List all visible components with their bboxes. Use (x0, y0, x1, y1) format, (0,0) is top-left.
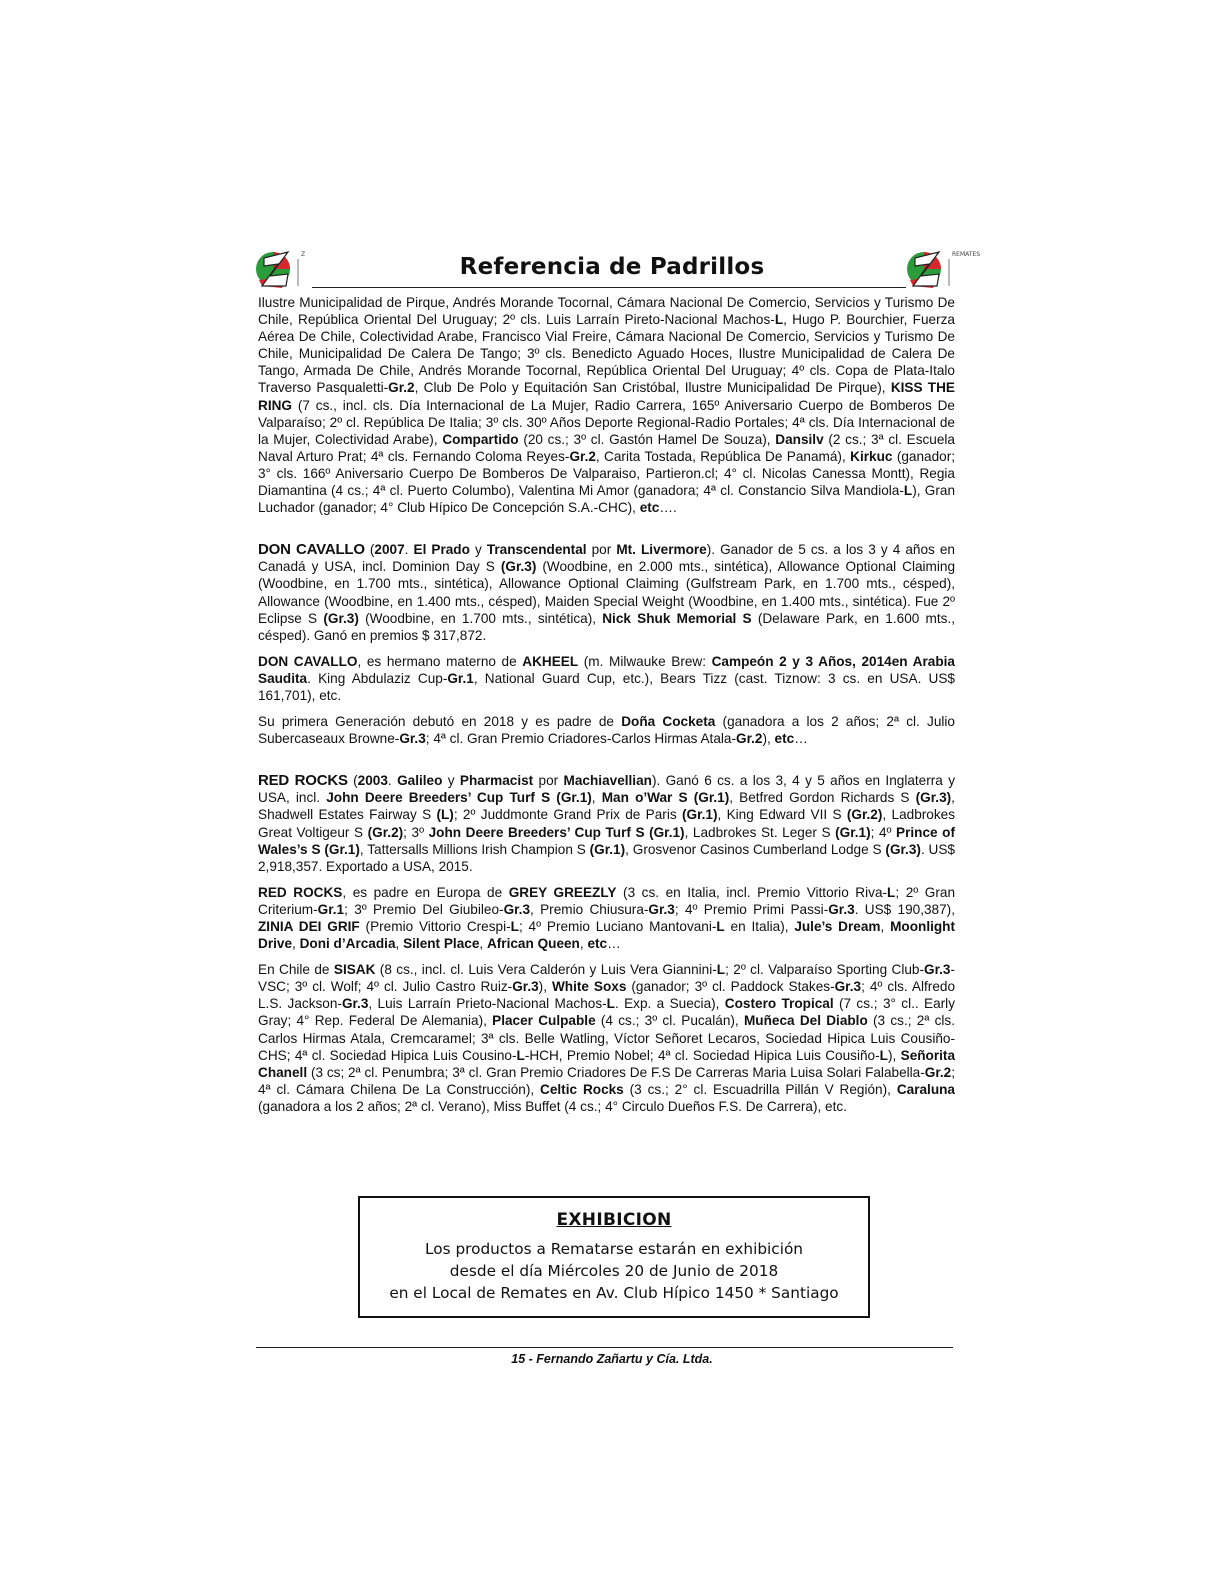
logo-right-text: REMATES (952, 251, 981, 258)
bold-text: Doña Cocketa (621, 714, 716, 730)
bold-text: etc (774, 731, 795, 747)
text-run: , Shadwell Estates Fairway S (258, 790, 955, 823)
bold-text: Gr.3 (648, 901, 675, 917)
text-run: (20 cs.; 3º cl. Gastón Hamel De Souza), (518, 431, 776, 447)
bold-text: Gr.2 (924, 1064, 952, 1080)
text-run: ; 3º Premio Del Giubileo- (344, 901, 504, 917)
text-run: en Italia), (724, 919, 795, 934)
text-run: , es hermano materno de (357, 653, 523, 669)
text-run: , National Guard Cup, etc.), Bears Tizz (cast. Tiznow: 3 cs. en USA. US$ 161,701), etc. (258, 670, 955, 703)
bold-text: Gr.2 (736, 731, 763, 747)
bold-text: 2003 (357, 773, 388, 789)
bold-text: Pharmacist (459, 773, 534, 789)
text-run: ( (364, 542, 375, 558)
text-run: , (292, 936, 300, 952)
bold-text: Prince of Wales’s S (Gr.1) (258, 824, 955, 857)
text-run: , Ladbrokes Great Voltigeur S (258, 807, 955, 840)
bold-text: Gr.3 (924, 962, 951, 978)
text-run: , Ladbrokes St. Leger S (684, 824, 836, 840)
text-run: ), Gran Luchador (ganador; 4° Club Hípico De Concepción S.A.-CHC), (258, 483, 956, 516)
bold-text: L (716, 962, 726, 978)
text-run: (3 cs.; 2ª cls. Carlos Hirmas Atala, Cremcaramel; 3ª cls. Belle Watling, Víctor Señoret Lecaros, Sociedad Hipica Luis Cousiño-CHS; 4ª cl. Sociedad Hipica Luis Cousino- (258, 1013, 955, 1063)
bold-text: Gr.1 (447, 670, 474, 686)
bold-text: Transcendental (486, 542, 587, 558)
text-run: (ganadora a los 2 años; 2ª cl. Verano), Miss Buffet (4 cs.; 4° Circulo Dueños F.S. De Carrera), etc. (258, 1098, 847, 1114)
don-cavallo-paragraph-1 (258, 541, 955, 644)
exhibition-line-1: Los productos a Rematarse estarán en exhibición (425, 1240, 803, 1258)
bold-text: Gr.3 (828, 901, 855, 917)
red-rocks-paragraph-3 (258, 961, 955, 1115)
red-rocks-paragraph-1 (258, 772, 955, 875)
text-run: . US$ 190,387), (854, 901, 955, 917)
text-run: ; 2º Gran Criterium- (258, 884, 955, 917)
sire-name-red-rocks: RED ROCKS (258, 772, 348, 790)
bold-text: KISS THE RING (258, 380, 955, 413)
text-run: , (395, 936, 404, 952)
bold-text: ZINIA DEI GRIF (258, 919, 360, 934)
bold-text: Mt. Livermore (616, 542, 707, 558)
bold-text: El Prado (413, 542, 470, 558)
text-run: , (880, 919, 891, 934)
text-run: ; 4º Premio Primi Passi- (674, 901, 829, 917)
bold-text: John Deere Breeders’ Cup Turf S (Gr.1) (326, 790, 592, 806)
text-run: ; 4º (870, 824, 897, 840)
bold-text: Costero Tropical (724, 996, 834, 1012)
bold-text: Campeón 2 y 3 Años, 2014en Arabia Saudita (258, 653, 955, 686)
bold-text: Silent Place (403, 936, 480, 952)
text-run: . (387, 773, 398, 789)
document-body (258, 294, 955, 1115)
text-run: por (533, 773, 564, 789)
text-run: ( (347, 773, 358, 789)
bold-text: DON CAVALLO (258, 653, 358, 669)
bold-text: White Soxs (551, 979, 627, 995)
bold-text: Jule’s Dream (794, 919, 881, 934)
bold-text: Man o’War S (Gr.1) (601, 790, 730, 806)
bold-text: Muñeca Del Diablo (743, 1013, 868, 1029)
sire-name-don-cavallo: DON CAVALLO (258, 541, 365, 559)
exhibition-line-2: desde el día Miércoles 20 de Junio de 2018 (449, 1262, 779, 1280)
text-run: ), (762, 731, 775, 747)
text-run: (3 cs; 2ª cl. Penumbra; 3ª cl. Gran Premio Criadores De F.S De Carreras Maria Luisa Solari Falabella- (307, 1064, 925, 1080)
text-run: ). Ganador de 5 cs. a los 3 y 4 años en Canadá y USA, incl. Dominion Day S (258, 542, 955, 575)
bold-text: L (516, 1047, 525, 1063)
text-run: (7 cs., incl. cls. Día Internacional de La Mujer, Radio Carrera, 165º Aniversario Cuerpo de Bomberos De Valparaíso; 2º cl. República De Italia; 3º cls. 30º Años Deporte Regional-Radio Portales; 4ª cls. Día Internacional de la Mujer, Colectividad Arabe), (258, 397, 955, 447)
bold-text: Gr.3 (834, 979, 862, 995)
text-run: … (607, 936, 621, 952)
text-run: (2 cs.; 3ª cl. Escuela Naval Arturo Prat; 4ª cls. Fernando Coloma Reyes- (258, 431, 955, 464)
exhibition-title: EXHIBICION (556, 1210, 672, 1230)
text-run: (3 cs.; 2° cl. Escuadrilla Pillán V Región), (623, 1081, 897, 1097)
bold-text: (Gr.1) (681, 807, 718, 823)
text-run: (Woodbine, en 1.700 mts., sintética), (358, 610, 603, 626)
text-run: (3 cs. en Italia, incl. Premio Vittorio Riva- (616, 884, 888, 900)
bold-text: Caraluna (896, 1081, 955, 1097)
text-run: , Hugo P. Bourchier, Fuerza Aérea De Chile, Colectividad Arabe, Francisco Vial Freire, Cámara Nacional De Comercio, Servicios y Turismo De Chile, Municipalidad De Calera De Tango; 3º cls. Benedicto Aguado Hoces, Ilustre Municipalidad de Calera De Tango, Armada De Chile, Andrés Morande Tocornal, República Oriental Del Uruguay; 4º cls. Copa de Plata-Italo Traverso Pasqualetti- (258, 312, 955, 396)
text-run: ), (887, 1047, 901, 1063)
text-run: , (479, 936, 487, 952)
bold-text: Gr.3 (503, 901, 531, 917)
text-run: ; 4º cls. Alfredo L.S. Jackson- (258, 979, 956, 1012)
text-run: (Woodbine, en 2.000 mts., sintética), Allowance Optional Claiming (Woodbine, en 1.700 mts., sintética), Allowance Optional Claiming (Gulfstream Park, en 1.700 mts., césped), Allowance (Woodbine, en 1.400 mts., césped), Maiden Special Weight (Woodbine, en 1.400 mts., sintética). Fue 2º Eclipse S (258, 559, 956, 626)
text-run: ). Ganó 6 cs. a los 3, 4 y 5 años en Inglaterra y USA, incl. (258, 773, 955, 806)
bold-text: Señorita Chanell (258, 1047, 956, 1080)
bold-text: L (887, 884, 896, 900)
bold-text: etc (587, 936, 608, 952)
text-run: . Exp. a Suecia), (614, 996, 725, 1012)
text-run: , Carita Tostada, República De Panamá), (595, 448, 851, 464)
text-run: , (579, 936, 588, 952)
text-run: ), (538, 979, 552, 995)
text-run: (4 cs.; 3º cl. Pucalán), (595, 1013, 744, 1029)
text-run: ; 3º (403, 824, 429, 840)
text-run: y (469, 542, 487, 558)
exhibition-box (358, 1196, 870, 1318)
bold-text: Machiavellian (563, 773, 652, 789)
red-rocks-paragraph-2 (258, 884, 955, 952)
bold-text: Gr.2 (569, 448, 596, 464)
text-run: Su primera Generación debutó en 2018 y es padre de (258, 714, 622, 730)
text-run: … (794, 731, 808, 747)
text-run: En Chile de (258, 962, 334, 978)
bold-text: (L) (436, 807, 454, 823)
text-run: por (586, 542, 617, 558)
bold-text: Gr.2 (388, 380, 415, 396)
footer-rule (256, 1347, 953, 1348)
text-run: (Premio Vittorio Crespi- (359, 919, 511, 934)
text-run: ; 4º Premio Luciano Mantovani- (518, 919, 717, 934)
exhibition-line-3: en el Local de Remates en Av. Club Hípico 1450 * Santiago (389, 1284, 839, 1302)
bold-text: (Gr.3) (500, 559, 537, 575)
bold-text: Gr.3 (341, 996, 369, 1012)
text-run: (ganador; 3° cls. 166º Aniversario Cuerpo De Bomberos De Valparaiso, Partieron.cl; 4° cl. Nicolas Canessa Montt), Regia Diamantina (4 cs.; 4ª cl. Puerto Columbo), Valentina Mi Amor (ganadora; 4ª cl. Constancio Silva Mandiola- (258, 448, 956, 499)
bold-text: Kirkuc (850, 448, 893, 464)
text-run: ; 4ª cl. Gran Premio Criadores-Carlos Hirmas Atala- (425, 731, 736, 747)
text-run: …. (659, 500, 677, 516)
text-run: (ganadora a los 2 años; 2ª cl. Julio Subercaseaux Browne- (258, 714, 955, 747)
bold-text: L (774, 312, 784, 328)
page-title: Referencia de Padrillos (459, 254, 765, 280)
bold-text: Gr.3 (399, 731, 426, 747)
bold-text: L (716, 919, 725, 934)
text-run: (7 cs.; 3° cl.. Early Gray; 4° Rep. Federal De Alemania), (258, 996, 955, 1029)
text-run: ; 2º Juddmonte Grand Prix de Paris (453, 807, 682, 823)
bold-text: AKHEEL (522, 653, 579, 669)
text-run: , Premio Chiusura- (530, 901, 649, 917)
text-run: , Luis Larraín Prieto-Nacional Machos- (368, 996, 607, 1012)
don-cavallo-paragraph-3 (258, 713, 955, 747)
bold-text: RED ROCKS (258, 884, 343, 900)
text-run: Ilustre Municipalidad de Pirque, Andrés Morande Tocornal, Cámara Nacional De Comercio, Servicios y Turismo De Chile, República Oriental Del Uruguay; 2º cls. Luis Larraín Pireto-Nacional Machos- (258, 295, 955, 328)
bold-text: (Gr.3) (323, 610, 359, 626)
bold-text: Galileo (397, 773, 443, 789)
bold-text: L (879, 1047, 888, 1063)
text-run: , Club De Polo y Equitación San Cristóbal, Ilustre Municipalidad De Pirque), (414, 380, 891, 396)
text-run: (Delaware Park, en 1.600 mts., césped). Ganó en premios $ 317,872. (258, 610, 955, 643)
bold-text: Placer Culpable (492, 1013, 596, 1029)
text-run: -VSC; 3º cl. Wolf; 4º cl. Julio Castro Ruiz- (258, 962, 955, 995)
text-run: . US$ 2,918,357. Exportado a USA, 2015. (258, 841, 955, 874)
bold-text: Gr.1 (317, 901, 345, 917)
text-run: , Tattersalls Millions Irish Champion S (359, 841, 590, 857)
bold-text: SISAK (333, 962, 376, 978)
text-run: , Grosvenor Casinos Cumberland Lodge S (625, 841, 886, 857)
bold-text: (Gr.3) (915, 790, 952, 806)
text-run: , Betfred Gordon Richards S (729, 790, 916, 806)
bold-text: John Deere Breeders’ Cup Turf S (Gr.1) (428, 824, 685, 840)
text-run: ; 2º cl. Valparaíso Sporting Club- (725, 962, 925, 978)
page-footer: 15 - Fernando Zañartu y Cía. Ltda. (511, 1352, 713, 1366)
text-run: y (442, 773, 460, 789)
text-run: (8 cs., incl. cl. Luis Vera Calderón y Luis Vera Giannini- (375, 962, 717, 978)
logo-left-text: Z (301, 251, 306, 258)
bold-text: Moonlight Drive (258, 919, 956, 952)
bold-text: Nick Shuk Memorial S (602, 610, 752, 626)
bold-text: Celtic Rocks (540, 1081, 624, 1097)
title-underline (312, 287, 906, 288)
bold-text: L (606, 996, 615, 1012)
text-run: , King Edward VII S (717, 807, 847, 823)
bold-text: Doni d’Arcadia (299, 936, 396, 952)
text-run: , (591, 790, 602, 806)
bold-text: GREY GREEZLY (508, 884, 617, 900)
text-run: -HCH, Premio Nobel; 4ª cl. Sociedad Hipica Luis Cousiño- (524, 1047, 880, 1063)
bold-text: Dansilv (775, 431, 824, 447)
text-run: (m. Milwauke Brew: (578, 653, 712, 669)
bold-text: L (510, 919, 519, 934)
text-run: . King Abdulaziz Cup- (307, 670, 448, 686)
bold-text: etc (639, 500, 660, 516)
bold-text: (Gr.2) (367, 824, 404, 840)
bold-text: L (903, 483, 913, 499)
text-run: . (404, 542, 414, 558)
bold-text: (Gr.3) (885, 841, 921, 857)
bold-text: (Gr.1) (835, 824, 871, 840)
don-cavallo-paragraph-2 (258, 653, 955, 704)
text-run: , es padre en Europa de (342, 884, 509, 900)
bold-text: 2007 (374, 542, 405, 558)
bold-text: Gr.3 (512, 979, 539, 995)
text-run: ; 4ª cl. Cámara Chilena De La Construcción), (258, 1064, 955, 1097)
bold-text: Compartido (442, 431, 519, 447)
bold-text: (Gr.2) (846, 807, 883, 823)
text-run: (ganador; 3º cl. Paddock Stakes- (626, 979, 835, 995)
intro-paragraph (258, 294, 955, 516)
bold-text: (Gr.1) (589, 841, 626, 857)
bold-text: African Queen (486, 936, 580, 952)
